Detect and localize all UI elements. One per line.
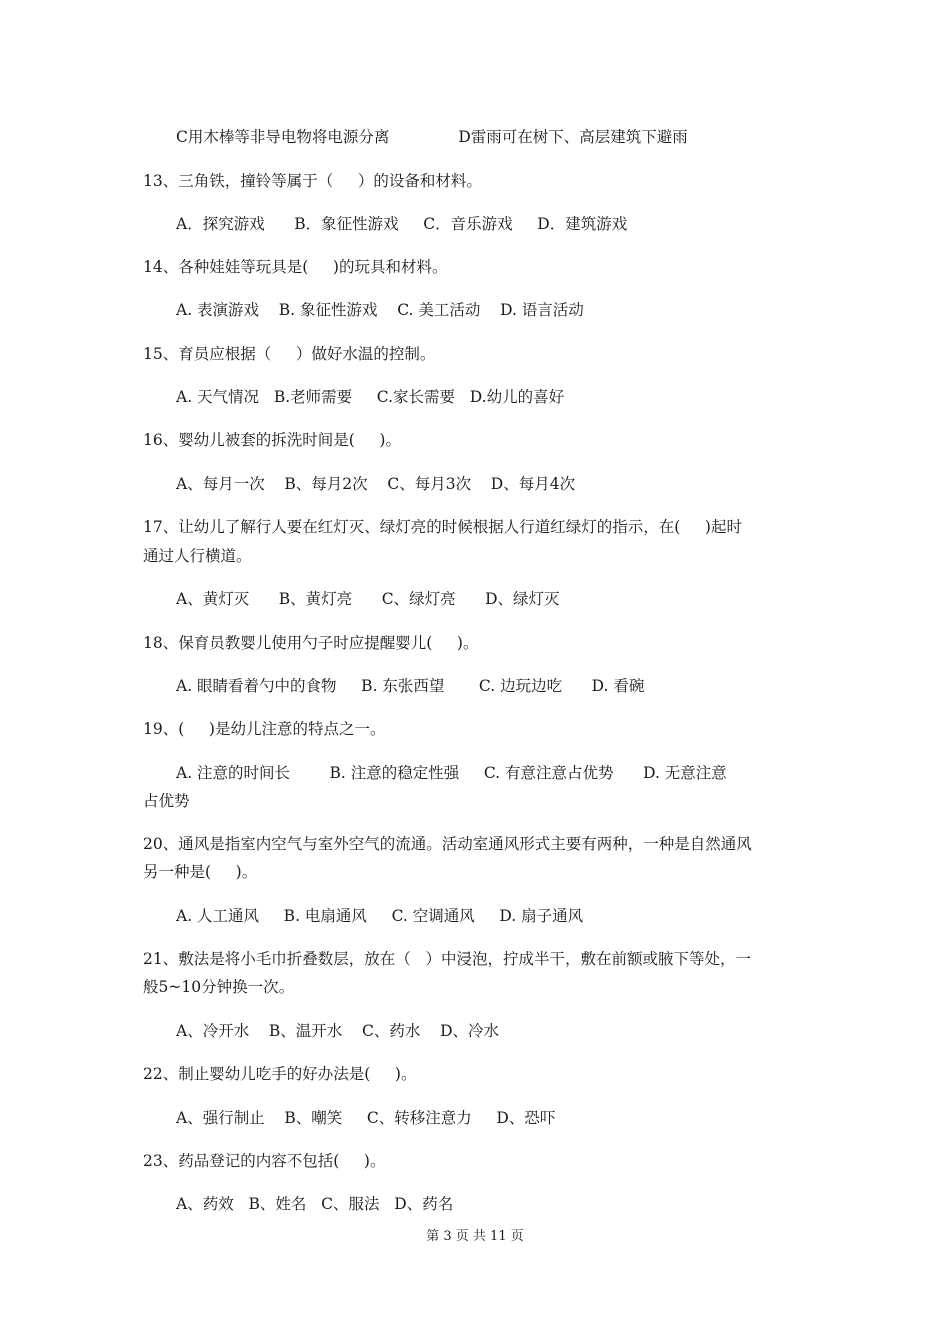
options-16: A、每月一次 B、每月2次 C、每月3次 D、每月4次 — [176, 475, 576, 493]
question-13: 13、三角铁，撞铃等属于（ ）的设备和材料。 — [143, 172, 482, 190]
question-17-cont: 通过人行横道。 — [143, 547, 252, 565]
question-22: 22、制止婴幼儿吃手的好办法是( )。 — [143, 1065, 417, 1083]
options-20: A. 人工通风 B. 电扇通风 C. 空调通风 D. 扇子通风 — [176, 907, 584, 925]
options-21: A、冷开水 B、温开水 C、药水 D、冷水 — [176, 1022, 499, 1040]
question-23: 23、药品登记的内容不包括( )。 — [143, 1152, 386, 1170]
question-21-cont: 般5~10分钟换一次。 — [143, 978, 295, 996]
question-16: 16、婴幼儿被套的拆洗时间是( )。 — [143, 431, 401, 449]
question-17: 17、让幼儿了解行人要在红灯灭、绿灯亮的时候根据人行道红绿灯的指示，在( )起时 — [143, 518, 742, 536]
question-20: 20、通风是指室内空气与室外空气的流通。活动室通风形式主要有两种，一种是自然通风 — [143, 835, 752, 853]
page-footer: 第 3 页 共 11 页 — [426, 1229, 524, 1244]
options-22: A、强行制止 B、嘲笑 C、转移注意力 D、恐吓 — [176, 1109, 556, 1127]
options-19: A. 注意的时间长 B. 注意的稳定性强 C. 有意注意占优势 D. 无意注意 — [176, 764, 727, 782]
options-18: A. 眼睛看着勺中的食物 B. 东张西望 C. 边玩边吃 D. 看碗 — [176, 677, 645, 695]
question-15: 15、育员应根据（ ）做好水温的控制。 — [143, 345, 436, 363]
options-19-cont: 占优势 — [143, 792, 190, 810]
options-23: A、药效 B、姓名 C、服法 D、药名 — [176, 1195, 454, 1213]
question-21: 21、敷法是将小毛巾折叠数层，放在（ ）中浸泡，拧成半干，敷在前额或腋下等处，一 — [143, 950, 752, 968]
question-20-cont: 另一种是( )。 — [143, 863, 258, 881]
options-17: A、黄灯灭 B、黄灯亮 C、绿灯亮 D、绿灯灭 — [176, 590, 560, 608]
options-14: A. 表演游戏 B. 象征性游戏 C. 美工活动 D. 语言活动 — [176, 301, 584, 319]
option-line-12-cd: C用木棒等非导电物将电源分离 D雷雨可在树下、高层建筑下避雨 — [176, 128, 688, 146]
options-15: A. 天气情况 B.老师需要 C.家长需要 D.幼儿的喜好 — [176, 388, 565, 406]
question-14: 14、各种娃娃等玩具是( )的玩具和材料。 — [143, 258, 448, 276]
question-18: 18、保育员教婴儿使用勺子时应提醒婴儿( )。 — [143, 634, 479, 652]
options-13: A．探究游戏 B．象征性游戏 C．音乐游戏 D．建筑游戏 — [176, 215, 628, 233]
question-19: 19、( )是幼儿注意的特点之一。 — [143, 720, 386, 738]
